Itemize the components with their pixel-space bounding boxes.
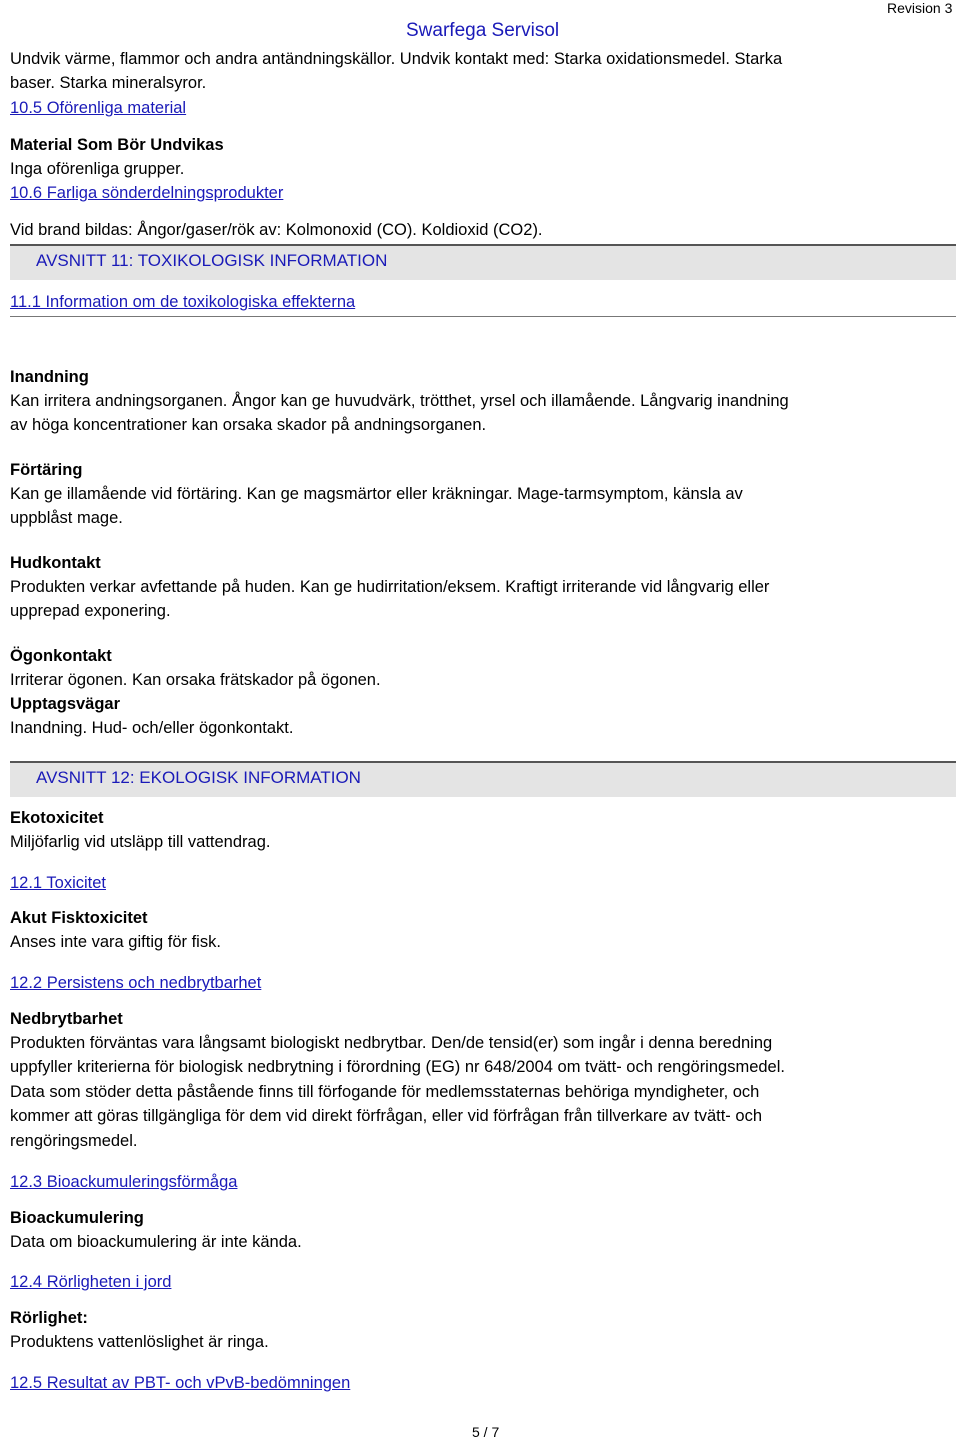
eye-contact-text: Irriterar ögonen. Kan orsaka frätskador på ögonen. <box>10 671 381 689</box>
incompatible-materials-text: Inga oförenliga grupper. <box>10 160 185 178</box>
subsection-10-5-heading[interactable]: 10.5 Oförenliga material <box>10 99 187 117</box>
avoid-conditions-line-2: baser. Starka mineralsyror. <box>10 74 207 92</box>
bioaccumulation-label: Bioackumulering <box>10 1209 144 1227</box>
subsection-12-1-heading[interactable]: 12.1 Toxicitet <box>10 874 107 892</box>
ecotoxicity-label: Ekotoxicitet <box>10 809 104 827</box>
mobility-text: Produktens vattenlöslighet är ringa. <box>10 1333 269 1351</box>
section-11-title: AVSNITT 11: TOXIKOLOGISK INFORMATION <box>36 251 388 270</box>
degradability-text-line-3: Data som stöder detta påstående finns till förfogande för medlemsstaternas behöriga myndigheter, och <box>10 1083 760 1101</box>
degradability-text-line-4: kommer att göras tillgängliga för dem vid direkt förfrågan, eller vid förfrågan från tillverkare av tvätt- och <box>10 1107 762 1125</box>
page-number: 5 / 7 <box>472 1424 500 1440</box>
divider <box>10 316 956 317</box>
revision-label: Revision 3 <box>887 0 953 16</box>
section-12-header <box>10 761 956 797</box>
inhalation-label: Inandning <box>10 368 89 386</box>
degradability-text-line-2: uppfyller kriterierna för biologisk nedbrytning i förordning (EG) nr 648/2004 om tvätt- och rengöringsmedel. <box>10 1058 785 1076</box>
degradability-text-line-5: rengöringsmedel. <box>10 1132 138 1150</box>
degradability-text-line-1: Produkten förväntas vara långsamt biologiskt nedbrytbar. Den/de tensid(er) som ingår i denna beredning <box>10 1034 773 1052</box>
degradability-label: Nedbrytbarhet <box>10 1010 123 1028</box>
acute-fish-toxicity-text: Anses inte vara giftig för fisk. <box>10 933 221 951</box>
skin-contact-text-line-2: upprepad exponering. <box>10 602 171 620</box>
section-11-header <box>10 244 956 280</box>
eye-contact-label: Ögonkontakt <box>10 647 112 665</box>
incompatible-materials-label: Material Som Bör Undvikas <box>10 136 224 154</box>
section-12-title: AVSNITT 12: EKOLOGISK INFORMATION <box>36 768 361 787</box>
subsection-12-2-heading[interactable]: 12.2 Persistens och nedbrytbarhet <box>10 974 262 992</box>
ingestion-text-line-1: Kan ge illamående vid förtäring. Kan ge magsmärtor eller kräkningar. Mage-tarmsymptom, känsla av <box>10 485 743 503</box>
exposure-routes-label: Upptagsvägar <box>10 695 121 713</box>
exposure-routes-text: Inandning. Hud- och/eller ögonkontakt. <box>10 719 294 737</box>
subsection-11-1-heading[interactable]: 11.1 Information om de toxikologiska effekterna <box>10 293 356 311</box>
ingestion-text-line-2: uppblåst mage. <box>10 509 123 527</box>
acute-fish-toxicity-label: Akut Fisktoxicitet <box>10 909 148 927</box>
subsection-12-4-heading[interactable]: 12.4 Rörligheten i jord <box>10 1273 172 1291</box>
skin-contact-label: Hudkontakt <box>10 554 101 572</box>
decomposition-products-text: Vid brand bildas: Ångor/gaser/rök av: Kolmonoxid (CO). Koldioxid (CO2). <box>10 221 543 239</box>
subsection-12-5-heading[interactable]: 12.5 Resultat av PBT- och vPvB-bedömningen <box>10 1374 351 1392</box>
ecotoxicity-text: Miljöfarlig vid utsläpp till vattendrag. <box>10 833 271 851</box>
subsection-10-6-heading[interactable]: 10.6 Farliga sönderdelningsprodukter <box>10 184 284 202</box>
inhalation-text-line-2: av höga koncentrationer kan orsaka skador på andningsorganen. <box>10 416 487 434</box>
document-title: Swarfega Servisol <box>406 20 560 41</box>
ingestion-label: Förtäring <box>10 461 83 479</box>
mobility-label: Rörlighet: <box>10 1309 88 1327</box>
avoid-conditions-line-1: Undvik värme, flammor och andra antändningskällor. Undvik kontakt med: Starka oxidationsmedel. Starka <box>10 50 783 68</box>
skin-contact-text-line-1: Produkten verkar avfettande på huden. Kan ge hudirritation/eksem. Kraftigt irriterande vid långvarig eller <box>10 578 770 596</box>
inhalation-text-line-1: Kan irritera andningsorganen. Ångor kan ge huvudvärk, trötthet, yrsel och illamående. Långvarig inandning <box>10 392 789 410</box>
subsection-12-3-heading[interactable]: 12.3 Bioackumuleringsförmåga <box>10 1173 238 1191</box>
bioaccumulation-text: Data om bioackumulering är inte kända. <box>10 1233 302 1251</box>
